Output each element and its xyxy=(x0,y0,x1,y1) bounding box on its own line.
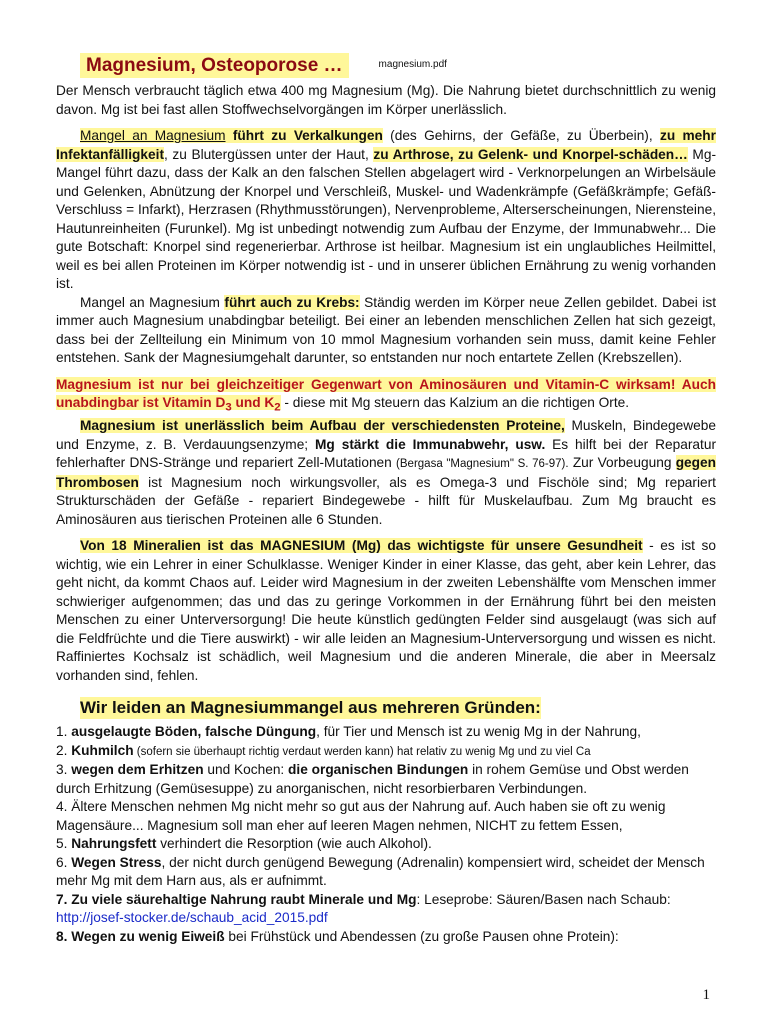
list-item: 3. wegen dem Erhitzen und Kochen: die organischen Bindungen in rohem Gemüse und Obst werden durch Erhitzung (Gemüsesuppe) zu anorganischen, nicht resorbierbaren Verbindungen. xyxy=(56,762,689,796)
list-item: 8. Wegen zu wenig Eiweiß bei Frühstück und Abendessen (zu große Pausen ohne Protein): xyxy=(56,928,619,944)
list-item: 4. Ältere Menschen nehmen Mg nicht mehr so gut aus der Nahrung auf. Auch haben sie oft zu wenig Magensäure... Magnesium soll man eher auf leeren Magen nehmen, NICHT zu fettem Essen, xyxy=(56,799,666,833)
text-highlight: führt auch zu Krebs: xyxy=(224,294,360,310)
intro-paragraph: Der Mensch verbraucht täglich etwa 400 mg Magnesium (Mg). Die Nahrung bietet durchschnittlich zu wenig davon. Mg ist bei fast allen Stoffwechselvorgängen im Körper unerlässlich. xyxy=(56,83,716,117)
reference-link[interactable]: http://josef-stocker.de/schaub_acid_2015.pdf xyxy=(56,910,328,926)
page-title: Magnesium, Osteoporose … xyxy=(80,53,349,78)
paragraph-cancer: Mangel an Magnesium führt auch zu Krebs: Ständig werden im Körper neue Zellen gebildet. Dabei ist immer auch Magnesium unabdingbar beteiligt. Bei einer an lebenden menschlichen Zellen hat sich gezeigt, dass bei der Zellteilung ein Minimum von 10 mmol Magnesium vorhanden sein muss, damit keine Fehler entstehen. Sank der Magnesiumgehalt darunter, so entstanden nur noch entartete Zellen (Krebszellen). xyxy=(56,294,716,365)
page-content xyxy=(56,52,716,946)
paragraph-proteins: Magnesium ist unerlässlich beim Aufbau der verschiedensten Proteine, Muskeln, Bindegewebe und Enzyme, z. B. Verdauungsenzyme; Mg stärkt die Immunabwehr, usw. Es hilft bei der Reparatur fehlerhafter DNS-Stränge und repariert Zell-Mutationen (Bergasa "Magnesium" S. 76-97). Zur Vorbeugung gegen Thrombosen ist Magnesium noch wirkungsvoller, als es Omega-3 und Fischöle sind; Mg repariert Strukturschäden der Gefäße - repariert Bindegewebe - hilft für Muskelaufbau. Zum Mg braucht es Aminosäuren aus tierischen Proteinen alle 6 Stunden. xyxy=(56,418,717,527)
text-highlight: Magnesium ist unerlässlich beim Aufbau der verschiedensten Proteine, xyxy=(80,418,565,434)
title-row xyxy=(80,52,716,78)
list-item: 5. Nahrungsfett verhindert die Resorption (wie auch Alkohol). xyxy=(56,836,432,852)
list-item: 7. Zu viele säurehaltige Nahrung raubt Minerale und Mg: Leseprobe: Säuren/Basen nach Schaub: http://josef-stocker.de/schaub_acid_2015.pdf xyxy=(56,891,671,926)
text-highlight: Magnesium ist nur bei gleichzeitiger Gegenwart von Aminosäuren und Vitamin-C wirksam! Auch unabdingbar ist Vitamin $D_3$ und $K_2$ xyxy=(56,376,716,414)
file-name: magnesium.pdf xyxy=(378,58,447,70)
paragraph-deficiency: Mangel an Magnesium führt zu Verkalkungen (des Gehirns, der Gefäße, zu Überbein), zu mehr Infektanfälligkeit, zu Blutergüssen unter der Haut, zu Arthrose, zu Gelenk- und Knorpel-schäden… Mg-Mangel führt dazu, dass der Kalk an den falschen Stellen abgelagert wird - Verknorpelungen an Wirbelsäule und Gelenken, Abnützung der Knorpel und Verschleiß, Muskel- und Wadenkrämpfe (Gefäßkrämpfe; Gefäß-Verschluss = Infarkt), Herzrasen (Rhythmusstörungen), Nervenprobleme, Alterserscheinungen, Nierensteine, Hautunreinheiten (Furunkel). Mg ist unbedingt notwendig zum Aufbau der Enzyme, der Immunabwehr... Die gute Botschaft: Knorpel sind regenerierbar. Arthrose ist heilbar. Magnesium ist ein unglaubliches Heilmittel, weil es bei allen Proteinen im Körper notwendig ist - und in unserer üblichen Ernährung zu wenig vorhanden ist. xyxy=(56,128,717,291)
text-highlight: Mangel an Magnesium xyxy=(80,128,226,143)
list-item: 1. ausgelaugte Böden, falsche Düngung, für Tier und Mensch ist zu wenig Mg in der Nahrung, xyxy=(56,724,641,740)
list-item: 2. Kuhmilch (sofern sie überhaupt richtig verdaut werden kann) hat relativ zu wenig Mg und zu viel Ca xyxy=(56,742,591,758)
list-item: 6. Wegen Stress, der nicht durch genügend Bewegung (Adrenalin) kompensiert wird, scheidet der Mensch mehr Mg mit dem Harn aus, als er aufnimmt. xyxy=(56,854,705,889)
paragraph-vitamins: Magnesium ist nur bei gleichzeitiger Gegenwart von Aminosäuren und Vitamin-C wirksam! Auch unabdingbar ist Vitamin $D_3$ und $K_2$ - diese mit Mg steuern das Kalzium an die richtigen Orte. xyxy=(56,376,716,414)
citation: (Bergasa "Magnesium" S. 76-97). xyxy=(396,458,569,471)
text-highlight: Von 18 Mineralien ist das MAGNESIUM (Mg) das wichtigste für unsere Gesundheit xyxy=(80,538,643,554)
text-highlight: gegen Thrombosen xyxy=(56,455,716,490)
text-highlight: zu Arthrose, zu Gelenk- und Knorpel-schäden… xyxy=(373,146,688,162)
page-number: 1 xyxy=(702,987,710,1003)
paragraph-minerals: Von 18 Mineralien ist das MAGNESIUM (Mg) das wichtigste für unsere Gesundheit - es ist so wichtig, wie ein Lehrer in einer Schulklasse. Weniger Kinder in einer Klasse, das geht, aber kein Lehrer, das geht nicht, da kommt Chaos auf. Leider wird Magnesium in der zweiten Lebenshälfte vom Menschen immer schwieriger aufgenommen; das und das zu geringe Vorkommen in der Ernährung führt bei den meisten Menschen zu einer Unterversorgung! Die heute künstlich gedüngten Felder sind ausgelaugt (was sich auf die Feldfrüchte und die Tiere auswirkt) - wir alle leiden an Magnesium-Unterversorgung und wissen es nicht. Raffiniertes Kochsalz ist schädlich, weil Magnesium und die anderen Minerale, die aber in Meersalz vorhanden sind, fehlen. xyxy=(56,538,716,683)
section-heading: Wir leiden an Magnesiummangel aus mehreren Gründen: xyxy=(80,698,541,718)
text-highlight: führt zu Verkalkungen xyxy=(225,128,383,143)
text-highlight: zu mehr Infektanfälligkeit xyxy=(56,128,716,162)
reasons-list xyxy=(56,723,716,946)
